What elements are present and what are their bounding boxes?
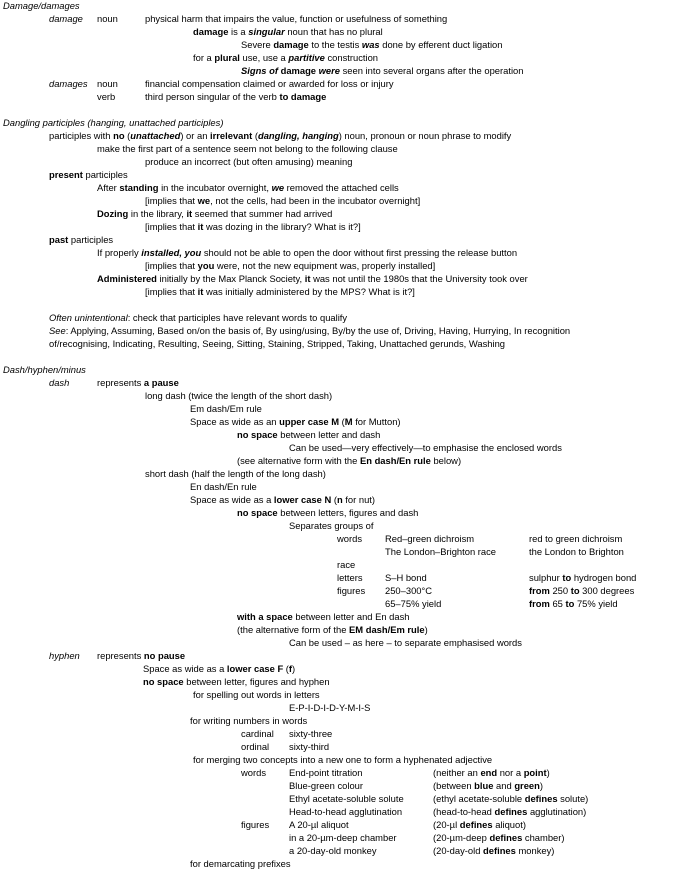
example: in a 20-µm-deep chamber bbox=[289, 832, 397, 843]
definition: third person singular of the verb to damage bbox=[145, 91, 327, 102]
example-equivalent: from 250 to 300 degrees bbox=[529, 585, 635, 596]
label-ordinal: ordinal bbox=[241, 741, 270, 752]
label-figures: figures bbox=[337, 585, 366, 596]
em-space: Space as wide as an upper case M (M for Mutton) bbox=[190, 416, 401, 427]
spelled-example: E-P-I-D-I-D-Y-M-I-S bbox=[289, 702, 371, 713]
term-hyphen: hyphen bbox=[49, 650, 80, 661]
example: Head-to-head agglutination bbox=[289, 806, 403, 817]
part-of-speech: noun bbox=[97, 13, 118, 24]
label-letters: letters bbox=[337, 572, 363, 583]
example-note: (neither an end nor a point) bbox=[433, 767, 550, 778]
see-also: See: Applying, Assuming, Based on/on the basis of, By using/using, By/by the use of, Driving, Having, Hurrying, In recognition bbox=[49, 325, 571, 336]
en-space: Space as wide as a lower case N (n for nut) bbox=[190, 494, 376, 505]
example-note: (ethyl acetate-soluble defines solute) bbox=[433, 793, 589, 804]
merging: for merging two concepts into a new one to form a hyphenated adjective bbox=[193, 754, 493, 765]
with-space: with a space between letter and En dash bbox=[237, 611, 410, 622]
example-equivalent: from 65 to 75% yield bbox=[529, 598, 618, 609]
em-use: Can be used—very effectively—to emphasise the enclosed words bbox=[289, 442, 562, 453]
term-dash: dash bbox=[49, 377, 70, 388]
definition: represents a pause bbox=[97, 377, 179, 388]
example-note: (20-day-old defines monkey) bbox=[433, 845, 555, 856]
example: The London–Brighton race bbox=[385, 546, 497, 557]
example-note: (head-to-head defines agglutination) bbox=[433, 806, 587, 817]
example-note: [implies that we, not the cells, had been in the incubator overnight] bbox=[145, 195, 421, 206]
f-space: Space as wide as a lower case F (f) bbox=[143, 663, 296, 674]
short-dash: short dash (half the length of the long dash) bbox=[145, 468, 326, 479]
example: Red–green dichroism bbox=[385, 533, 475, 544]
en-rule: En dash/En rule bbox=[190, 481, 257, 492]
example-note: (between blue and green) bbox=[433, 780, 543, 791]
note-singular: damage is a singular noun that has no plural bbox=[193, 26, 383, 37]
subheading-present: present participles bbox=[49, 169, 128, 180]
see-also-cont: of/recognising, Indicating, Resulting, Seeing, Sitting, Staining, Stripped, Taking, Unattached gerunds, Washing bbox=[49, 338, 506, 349]
example: S–H bond bbox=[385, 572, 427, 583]
section-heading-dangling: Dangling participles (hanging, unattached participles) bbox=[3, 117, 224, 128]
example: 250–300°C bbox=[385, 585, 433, 596]
numbers: for writing numbers in words bbox=[190, 715, 308, 726]
label-words: words bbox=[337, 533, 363, 544]
example: Blue-green colour bbox=[289, 780, 364, 791]
subheading-past: past participles bbox=[49, 234, 114, 245]
section-heading-damage: Damage/damages bbox=[3, 0, 80, 11]
example-note: [implies that it was initially administered by the MPS? What is it?] bbox=[145, 286, 415, 297]
em-rule: Em dash/Em rule bbox=[190, 403, 262, 414]
en-nospace: no space between letters, figures and dash bbox=[237, 507, 419, 518]
example-sentence: If properly installed, you should not be able to open the door without first pressing the release button bbox=[97, 247, 518, 258]
part-of-speech: noun bbox=[97, 78, 118, 89]
definition: physical harm that impairs the value, function or usefulness of something bbox=[145, 13, 448, 24]
definition: financial compensation claimed or awarded for loss or injury bbox=[145, 78, 394, 89]
example: sixty-three bbox=[289, 728, 333, 739]
term-damages: damages bbox=[49, 78, 88, 89]
part-of-speech: verb bbox=[97, 91, 116, 102]
example: a 20-day-old monkey bbox=[289, 845, 377, 856]
explanation: make the first part of a sentence seem not belong to the following clause bbox=[97, 143, 398, 154]
note-plural: for a plural use, use a partitive construction bbox=[193, 52, 379, 63]
label-words: words bbox=[241, 767, 267, 778]
separates: Separates groups of bbox=[289, 520, 374, 531]
example-sentence: Severe damage to the testis was done by efferent duct ligation bbox=[241, 39, 503, 50]
alt-form: (the alternative form of the EM dash/Em rule) bbox=[237, 624, 428, 635]
label-cardinal: cardinal bbox=[241, 728, 274, 739]
spelling: for spelling out words in letters bbox=[193, 689, 320, 700]
section-heading-dash: Dash/hyphen/minus bbox=[3, 364, 86, 375]
example: 65–75% yield bbox=[385, 598, 442, 609]
example-note: [implies that you were, not the new equipment was, properly installed] bbox=[145, 260, 436, 271]
example-cont: race bbox=[337, 559, 356, 570]
unintentional-note: Often unintentional: check that participles have relevant words to qualify bbox=[49, 312, 348, 323]
demarcating: for demarcating prefixes bbox=[190, 858, 291, 869]
example-note: (20-µm-deep defines chamber) bbox=[433, 832, 565, 843]
example-sentence: After standing in the incubator overnight, we removed the attached cells bbox=[97, 182, 399, 193]
example-sentence: Administered initially by the Max Planck Society, it was not until the 1980s that the University took over bbox=[97, 273, 528, 284]
example-note: [implies that it was dozing in the library? What is it?] bbox=[145, 221, 361, 232]
example: A 20-µl aliquot bbox=[289, 819, 349, 830]
example-sentence: Signs of damage were seen into several organs after the operation bbox=[241, 65, 524, 76]
hyphen-nospace: no space between letter, figures and hyphen bbox=[143, 676, 330, 687]
explanation: produce an incorrect (but often amusing) meaning bbox=[145, 156, 353, 167]
example-note: (20-µl defines aliquot) bbox=[433, 819, 526, 830]
label-figures: figures bbox=[241, 819, 270, 830]
example-equivalent: sulphur to hydrogen bond bbox=[529, 572, 637, 583]
example-equivalent: the London to Brighton bbox=[529, 546, 624, 557]
intro-text: participles with no (unattached) or an irrelevant (dangling, hanging) noun, pronoun or noun phrase to modify bbox=[49, 130, 512, 141]
em-nospace: no space between letter and dash bbox=[237, 429, 381, 440]
definition: represents no pause bbox=[97, 650, 186, 661]
alt-use: Can be used – as here – to separate emphasised words bbox=[289, 637, 522, 648]
long-dash: long dash (twice the length of the short dash) bbox=[145, 390, 333, 401]
example: End-point titration bbox=[289, 767, 363, 778]
em-alt: (see alternative form with the En dash/En rule below) bbox=[237, 455, 462, 466]
example: Ethyl acetate-soluble solute bbox=[289, 793, 404, 804]
example-sentence: Dozing in the library, it seemed that summer had arrived bbox=[97, 208, 333, 219]
example-equivalent: red to green dichroism bbox=[529, 533, 623, 544]
example: sixty-third bbox=[289, 741, 330, 752]
term-damage: damage bbox=[49, 13, 83, 24]
